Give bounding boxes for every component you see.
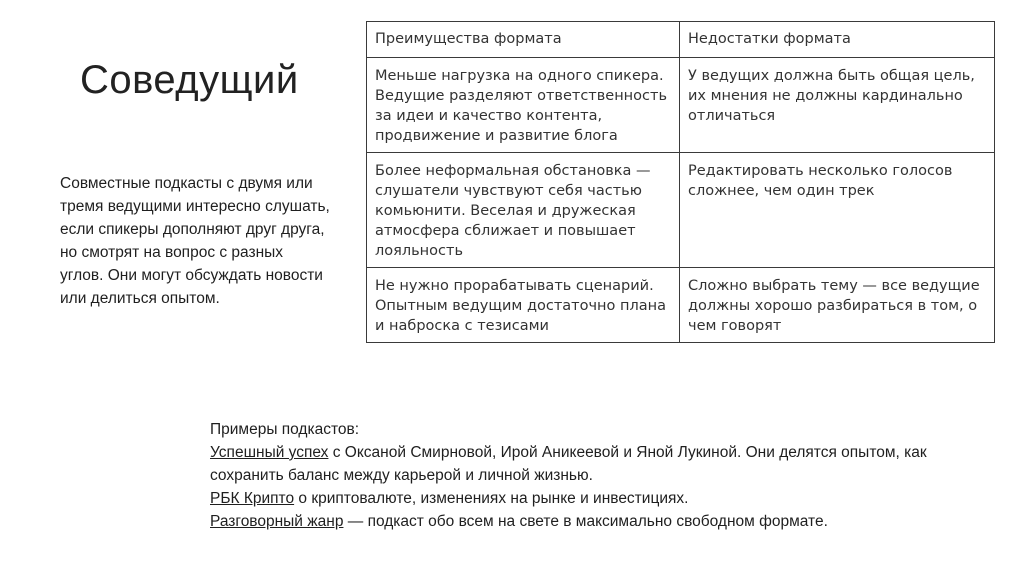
header-disadvantages: Недостатки формата (680, 22, 995, 58)
example-description: с Оксаной Смирновой, Ирой Аникеевой и Яной Лукиной. Они делятся опытом, как сохранить баланс между карьерой и личной жизнью. (210, 444, 927, 484)
table-row (367, 153, 995, 268)
intro-paragraph: Совместные подкасты с двумя или тремя ведущими интересно слушать, если спикеры дополняют друг друга, но смотрят на вопрос с разных углов. Они могут обсуждать новости или делиться опытом. (60, 175, 330, 307)
advantage-cell: Меньше нагрузка на одного спикера. Ведущие разделяют ответственность за идеи и качество контента, продвижение и развитие блога (367, 58, 680, 153)
disadvantage-cell: У ведущих должна быть общая цель, их мнения не должны кардинально отличаться (680, 58, 995, 153)
comparison-table (366, 21, 995, 343)
example-item (210, 441, 990, 487)
example-description: — подкаст обо всем на свете в максимально свободном формате. (343, 513, 828, 530)
table-row (367, 58, 995, 153)
podcast-link-rbc-crypto[interactable]: РБК Крипто (210, 490, 295, 507)
disadvantage-cell: Редактировать несколько голосов сложнее, чем один трек (680, 153, 995, 268)
slide-title: Соведущий (80, 58, 299, 102)
advantage-cell: Не нужно прорабатывать сценарий. Опытным ведущим достаточно плана и наброска с тезисами (367, 268, 680, 343)
example-description: о криптовалюте, изменениях на рынке и инвестициях. (294, 490, 689, 507)
examples-block (210, 418, 990, 533)
disadvantage-cell: Сложно выбрать тему — все ведущие должны хорошо разбираться в том, о чем говорят (680, 268, 995, 343)
example-item (210, 487, 990, 510)
podcast-link-razgovorny-zhanr[interactable]: Разговорный жанр (210, 513, 344, 530)
examples-heading: Примеры подкастов: (210, 421, 360, 438)
header-advantages: Преимущества формата (367, 22, 680, 58)
example-item (210, 510, 990, 533)
podcast-link-uspeshny-uspeh[interactable]: Успешный успех (210, 444, 329, 461)
table-row (367, 268, 995, 343)
table-header-row (367, 22, 995, 58)
advantage-cell: Более неформальная обстановка — слушатели чувствуют себя частью комьюнити. Веселая и дружеская атмосфера сближает и повышает лояльность (367, 153, 680, 268)
